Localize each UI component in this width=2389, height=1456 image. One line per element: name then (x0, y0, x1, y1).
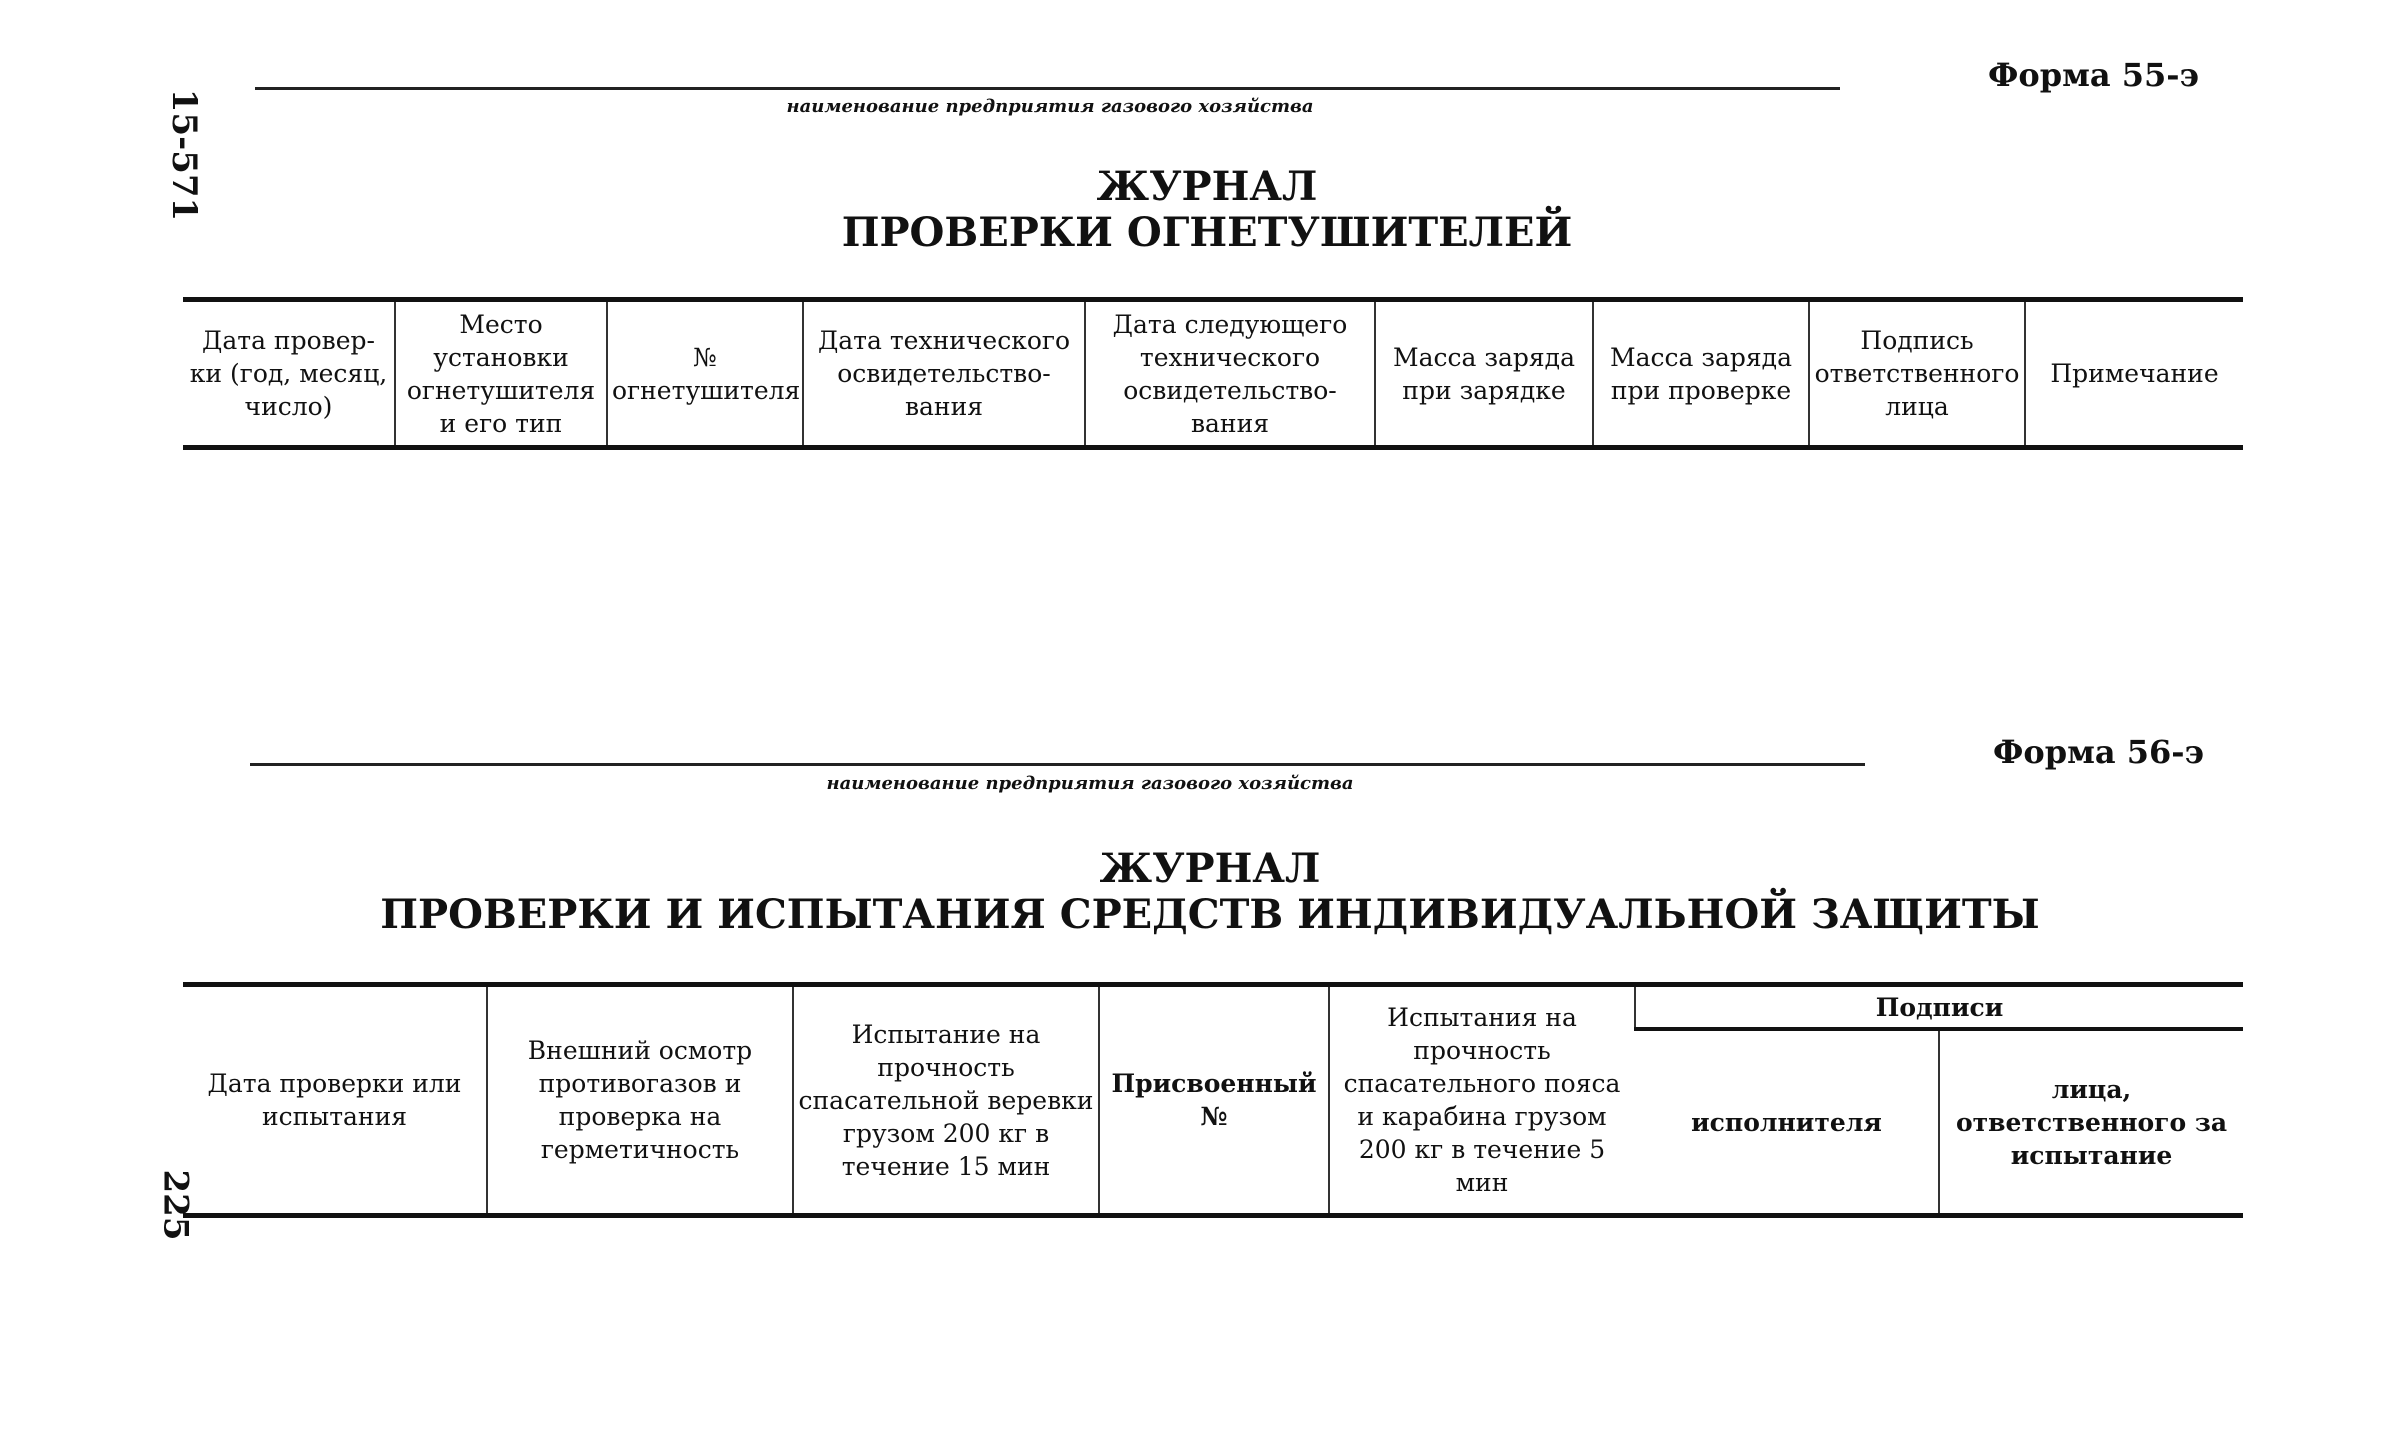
form55-title (600, 164, 1814, 256)
form55-col-next-inspection: Дата следующего технического освидетельство-вания (1085, 300, 1375, 448)
form55-title-line2: ПРОВЕРКИ ОГНЕТУШИТЕЛЕЙ (841, 209, 1573, 256)
form55-col-charge-mass-check: Масса заряда при проверке (1593, 300, 1809, 448)
form55-col-note: Примечание (2025, 300, 2243, 448)
form55-col-inspection-date: Дата технического освидетельство-вания (803, 300, 1085, 448)
form55-table (183, 297, 2243, 450)
form55-col-signature: Подпись ответственного лица (1809, 300, 2025, 448)
form56-title (300, 846, 2120, 938)
form55-col-date: Дата провер-ки (год, месяц, число) (189, 326, 388, 421)
form56-label: Форма 56-э (1993, 733, 2205, 771)
form55-col-number: № огнетушителя (607, 300, 803, 448)
form56-col-date: Дата проверки или испытания (207, 1069, 462, 1131)
form56-col-rope-test: Испытание на прочность спасательной веревки грузом 200 кг в течение 15 мин (793, 985, 1099, 1216)
form56-col-signature-executor: исполнителя (1691, 1107, 1882, 1137)
form56-name-line (250, 763, 1865, 766)
form56-col-signatures: Подписи (1635, 985, 2243, 1030)
form55-col-location: Место установки огнетушителя и его тип (395, 300, 607, 448)
side-page-code: 15-571 (164, 88, 205, 222)
form56-title-line2: ПРОВЕРКИ И ИСПЫТАНИЯ СРЕДСТВ ИНДИВИДУАЛЬНОЙ ЗАЩИТЫ (380, 891, 2040, 938)
side-page-number: 225 (155, 1169, 196, 1241)
form55-caption: наименование предприятия газового хозяйства (786, 96, 1314, 117)
form55-title-line1: ЖУРНАЛ (1096, 163, 1318, 210)
form56-col-signature-responsible: лица, ответственного за испытание (1939, 1029, 2243, 1216)
form56-col-gas-mask-check: Внешний осмотр противогазов и проверка на герметичность (487, 985, 793, 1216)
form56-col-assigned-number: Присвоенный № (1099, 985, 1329, 1216)
form55-name-line (255, 87, 1840, 90)
form56-caption: наименование предприятия газового хозяйства (826, 773, 1354, 794)
form56-title-line1: ЖУРНАЛ (1099, 845, 1321, 892)
form56-header-row-1 (183, 985, 2243, 1030)
form56-table (183, 982, 2243, 1218)
form55-label: Форма 55-э (1988, 56, 2200, 94)
form56-col-belt-test: Испытания на прочность спасательного пояса и карабина грузом 200 кг в течение 5 мин (1329, 985, 1635, 1216)
form55-header-row (183, 300, 2243, 448)
form55-col-charge-mass-filling: Масса заряда при зарядке (1375, 300, 1593, 448)
